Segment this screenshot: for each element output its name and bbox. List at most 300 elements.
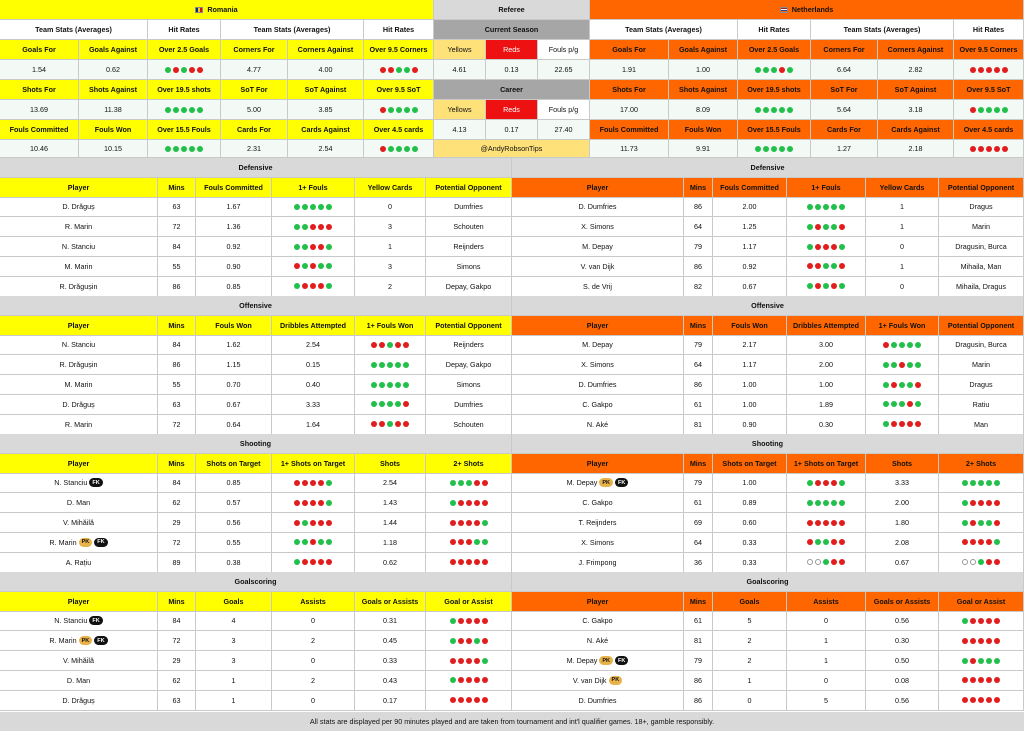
romania-stat-label: Goals Against (79, 40, 148, 60)
miss-dot (474, 677, 480, 683)
miss-dot (839, 539, 845, 545)
hit-dot (823, 539, 829, 545)
netherlands-player-stat: 64 (684, 533, 713, 553)
netherlands-player-stat: 81 (684, 415, 713, 435)
romania-column-header: Shots (355, 454, 426, 474)
netherlands-player-name (512, 553, 684, 573)
romania-player-name (0, 651, 158, 671)
hit-dot (395, 362, 401, 368)
hit-dot (165, 107, 171, 113)
hit-rate-dots (294, 204, 332, 210)
hit-rate-dots (294, 283, 332, 289)
hit-dot (165, 67, 171, 73)
miss-dot (310, 539, 316, 545)
netherlands-hit-rate (866, 336, 939, 356)
romania-stat-label: Over 15.5 Fouls (148, 120, 221, 140)
miss-dot (458, 677, 464, 683)
romania-stat-value: 5.00 (221, 100, 288, 120)
hit-dot (891, 362, 897, 368)
hit-dot (883, 421, 889, 427)
no-data-dot (962, 559, 968, 565)
netherlands-column-header: 1+ Fouls (787, 178, 866, 198)
hit-rate-dots (970, 67, 1008, 73)
romania-hit-rate (426, 493, 512, 513)
player-name-text: N. Stanciu (54, 478, 88, 488)
netherlands-player-stat: 0.50 (866, 651, 939, 671)
miss-dot (978, 638, 984, 644)
miss-dot (310, 520, 316, 526)
hit-rate-dots (962, 480, 1000, 486)
netherlands-player-stat: 0.33 (713, 533, 787, 553)
hit-rate-dots (450, 658, 488, 664)
hit-dot (189, 107, 195, 113)
miss-dot (395, 421, 401, 427)
romania-column-header: Mins (158, 178, 196, 198)
netherlands-hit-rate (939, 671, 1024, 691)
miss-dot (994, 618, 1000, 624)
hit-dot (823, 204, 829, 210)
miss-dot (482, 500, 488, 506)
section-title-romania: Offensive (0, 296, 512, 316)
miss-dot (978, 146, 984, 152)
hit-rate-dots (755, 67, 793, 73)
romania-player-stat: 1.43 (355, 493, 426, 513)
romania-player-stat: 2 (272, 631, 355, 651)
hit-dot (387, 342, 393, 348)
romania-player-name (0, 553, 158, 573)
player-name-text: D. Dumfries (578, 202, 617, 212)
romania-player-stat: Simons (426, 257, 512, 277)
romania-column-header: 2+ Shots (426, 454, 512, 474)
miss-dot (970, 539, 976, 545)
romania-player-name (0, 612, 158, 632)
miss-dot (294, 480, 300, 486)
romania-hit-rate (148, 100, 221, 120)
footer-disclaimer: All stats are displayed per 90 minutes played and are taken from tournament and int'l qualifier games. 18+, gamble responsibly. (0, 712, 1024, 731)
section-title-netherlands: Goalscoring (512, 572, 1024, 592)
miss-dot (831, 283, 837, 289)
romania-player-stat: 3 (196, 631, 272, 651)
table-row (0, 217, 1024, 237)
hit-dot (823, 263, 829, 269)
netherlands-team-name: Netherlands (791, 5, 834, 14)
netherlands-column-header: Mins (684, 178, 713, 198)
miss-dot (831, 244, 837, 250)
free-kick-taker-badge: FK (615, 478, 628, 487)
romania-player-stat: 1 (196, 691, 272, 711)
romania-player-stat: 84 (158, 237, 196, 257)
netherlands-player-name (512, 336, 684, 356)
romania-stat-label: Fouls Committed (0, 120, 79, 140)
hit-dot (379, 401, 385, 407)
romania-hit-rate (426, 553, 512, 573)
hit-rate-dots (294, 480, 332, 486)
player-name-text: D. Dumfries (578, 695, 617, 705)
netherlands-player-stat: 64 (684, 355, 713, 375)
miss-dot (823, 244, 829, 250)
romania-hit-rate (426, 513, 512, 533)
romania-column-header: Goals (196, 592, 272, 612)
miss-dot (466, 658, 472, 664)
netherlands-player-name (512, 533, 684, 553)
netherlands-player-name (512, 375, 684, 395)
netherlands-player-name (512, 257, 684, 277)
netherlands-stat-value: 1.27 (811, 140, 878, 158)
netherlands-stat-value: 1.00 (669, 60, 738, 80)
netherlands-player-name (512, 217, 684, 237)
hit-dot (326, 480, 332, 486)
romania-player-stat: 63 (158, 395, 196, 415)
romania-hit-rate (426, 691, 512, 711)
romania-stat-label: Cards For (221, 120, 288, 140)
romania-stat-value: 2.54 (288, 140, 364, 158)
netherlands-player-stat: 61 (684, 493, 713, 513)
hit-rate-dots (371, 401, 409, 407)
netherlands-hit-rate (787, 257, 866, 277)
player-name-text: N. Stanciu (61, 242, 96, 252)
miss-dot (450, 697, 456, 703)
romania-player-stat: 2.54 (272, 336, 355, 356)
netherlands-player-stat: Dragus (939, 198, 1024, 218)
romania-player-stat: 0.92 (196, 237, 272, 257)
table-row (0, 257, 1024, 277)
miss-dot (815, 263, 821, 269)
miss-dot (474, 697, 480, 703)
miss-dot (915, 382, 921, 388)
hit-dot (404, 146, 410, 152)
penalty-taker-badge: PK (79, 538, 93, 547)
romania-player-stat: Dumfries (426, 198, 512, 218)
hit-dot (173, 146, 179, 152)
miss-dot (994, 697, 1000, 703)
hit-rate-dots (883, 401, 921, 407)
netherlands-stat-label: Fouls Committed (590, 120, 669, 140)
romania-player-stat: 72 (158, 217, 196, 237)
hit-dot (326, 500, 332, 506)
hit-dot (831, 500, 837, 506)
romania-player-stat: 55 (158, 257, 196, 277)
romania-player-stat: 0.64 (196, 415, 272, 435)
player-name-text: R. Marin (64, 222, 93, 232)
table-row (0, 592, 1024, 612)
hit-rate-dots (962, 697, 1000, 703)
player-name-text: N. Aké (586, 419, 609, 429)
romania-stat-label: Over 9.5 Corners (364, 40, 434, 60)
hit-dot (831, 224, 837, 230)
referee-header-2: Fouls p/g (538, 100, 590, 120)
hit-dot (395, 401, 401, 407)
table-row (0, 237, 1024, 257)
netherlands-team-header (590, 0, 1024, 20)
miss-dot (970, 107, 976, 113)
romania-player-stat: 1.36 (196, 217, 272, 237)
romania-player-stat: 0.40 (272, 375, 355, 395)
romania-player-stat: 0.55 (196, 533, 272, 553)
hit-dot (915, 401, 921, 407)
netherlands-player-stat: 79 (684, 651, 713, 671)
miss-dot (466, 697, 472, 703)
hit-dot (899, 342, 905, 348)
netherlands-player-stat: 1 (713, 671, 787, 691)
hit-rate-dots (962, 520, 1000, 526)
netherlands-player-stat: 69 (684, 513, 713, 533)
romania-player-stat: 3 (355, 257, 426, 277)
miss-dot (466, 638, 472, 644)
romania-player-stat: 86 (158, 355, 196, 375)
netherlands-stat-label: Over 4.5 cards (954, 120, 1024, 140)
miss-dot (815, 244, 821, 250)
hit-dot (839, 204, 845, 210)
hit-dot (978, 107, 984, 113)
hit-rate-dots (883, 342, 921, 348)
romania-player-stat: 63 (158, 691, 196, 711)
miss-dot (899, 421, 905, 427)
table-row (0, 316, 1024, 336)
hit-dot (302, 263, 308, 269)
romania-hit-rate (272, 257, 355, 277)
netherlands-player-stat: 1.00 (713, 395, 787, 415)
netherlands-player-stat: 1 (787, 631, 866, 651)
hit-dot (310, 204, 316, 210)
netherlands-stat-label: Corners Against (878, 40, 954, 60)
hit-dot (994, 658, 1000, 664)
netherlands-player-stat: 79 (684, 474, 713, 494)
hit-dot (807, 500, 813, 506)
player-name-text: M. Depay (566, 478, 598, 488)
hit-dot (839, 244, 845, 250)
netherlands-player-stat: 1 (866, 198, 939, 218)
romania-hit-rate (272, 237, 355, 257)
romania-column-header: Potential Opponent (426, 178, 512, 198)
romania-player-stat: 1.15 (196, 355, 272, 375)
netherlands-player-stat: 5 (713, 612, 787, 632)
miss-dot (482, 638, 488, 644)
netherlands-player-name (512, 513, 684, 533)
romania-player-stat: 62 (158, 493, 196, 513)
hit-dot (823, 500, 829, 506)
hit-dot (302, 539, 308, 545)
miss-dot (986, 559, 992, 565)
miss-dot (899, 362, 905, 368)
player-name-text: D. Drăguș (62, 399, 95, 409)
miss-dot (474, 480, 480, 486)
netherlands-column-header: Shots on Target (713, 454, 787, 474)
romania-hit-rate (272, 277, 355, 297)
miss-dot (466, 677, 472, 683)
romania-stat-value: 1.54 (0, 60, 79, 80)
hit-rate-dots (962, 539, 1000, 545)
netherlands-player-stat: 2.00 (866, 493, 939, 513)
hit-dot (302, 520, 308, 526)
hit-rate-dots (807, 480, 845, 486)
netherlands-hit-rate (866, 355, 939, 375)
miss-dot (962, 677, 968, 683)
netherlands-hit-rate (866, 375, 939, 395)
miss-dot (310, 244, 316, 250)
hit-dot (396, 107, 402, 113)
romania-player-name (0, 375, 158, 395)
netherlands-hit-rate (787, 533, 866, 553)
romania-player-stat: 89 (158, 553, 196, 573)
netherlands-player-stat: 1.25 (713, 217, 787, 237)
referee-current-value: 22.65 (538, 60, 590, 80)
miss-dot (823, 480, 829, 486)
miss-dot (915, 421, 921, 427)
miss-dot (482, 618, 488, 624)
hit-dot (450, 677, 456, 683)
hit-dot (371, 401, 377, 407)
miss-dot (970, 677, 976, 683)
hit-dot (763, 146, 769, 152)
hit-rate-dots (883, 382, 921, 388)
hit-dot (181, 67, 187, 73)
hit-dot (173, 107, 179, 113)
romania-hit-rate (148, 60, 221, 80)
netherlands-stat-label: Fouls Won (669, 120, 738, 140)
netherlands-stat-label: Cards For (811, 120, 878, 140)
referee-career-label: Career (434, 80, 590, 100)
romania-player-stat: 3.33 (272, 395, 355, 415)
hit-rate-dots (371, 362, 409, 368)
romania-hit-rate (272, 198, 355, 218)
player-name-text: R. Marin (64, 419, 93, 429)
miss-dot (994, 638, 1000, 644)
referee-career-value: 4.13 (434, 120, 486, 140)
romania-hit-rate (272, 217, 355, 237)
miss-dot (189, 67, 195, 73)
no-data-dot (807, 559, 813, 565)
miss-dot (994, 146, 1000, 152)
netherlands-column-header: Assists (787, 592, 866, 612)
miss-dot (962, 539, 968, 545)
player-name-text: C. Gakpo (582, 498, 613, 508)
hit-rate-dots (165, 146, 203, 152)
miss-dot (326, 559, 332, 565)
netherlands-player-stat: 0 (866, 277, 939, 297)
netherlands-player-stat: 2.00 (713, 198, 787, 218)
romania-player-stat: 55 (158, 375, 196, 395)
netherlands-hit-rate (738, 140, 811, 158)
hit-rate-dots (807, 224, 845, 230)
penalty-taker-badge: PK (609, 676, 623, 685)
netherlands-hit-rate (787, 277, 866, 297)
netherlands-hit-rate (866, 395, 939, 415)
hit-dot (387, 362, 393, 368)
author-handle: @AndyRobsonTips (434, 140, 590, 158)
miss-dot (450, 559, 456, 565)
hit-rate-dots (807, 283, 845, 289)
netherlands-hit-rate (787, 217, 866, 237)
hit-rate-dots (294, 244, 332, 250)
romania-hit-rate (426, 651, 512, 671)
miss-dot (450, 539, 456, 545)
hit-dot (779, 146, 785, 152)
netherlands-player-stat: 2.17 (713, 336, 787, 356)
netherlands-column-header: 1+ Fouls Won (866, 316, 939, 336)
netherlands-stat-label: Goals For (590, 40, 669, 60)
romania-column-header: Assists (272, 592, 355, 612)
netherlands-column-header: Goals or Assists (866, 592, 939, 612)
miss-dot (302, 500, 308, 506)
miss-dot (310, 283, 316, 289)
hit-dot (318, 204, 324, 210)
hit-dot (450, 500, 456, 506)
netherlands-column-header: Shots (866, 454, 939, 474)
netherlands-player-stat: 3.00 (787, 336, 866, 356)
netherlands-player-name (512, 671, 684, 691)
section-title-romania: Defensive (0, 158, 512, 178)
hit-dot (807, 244, 813, 250)
hit-dot (986, 107, 992, 113)
miss-dot (318, 244, 324, 250)
hit-rate-dots (807, 204, 845, 210)
hit-rate-dots (294, 263, 332, 269)
referee-current-season-label: Current Season (434, 20, 590, 40)
hit-dot (379, 362, 385, 368)
miss-dot (318, 224, 324, 230)
miss-dot (310, 500, 316, 506)
hit-dot (978, 520, 984, 526)
netherlands-hit-rates-header: Hit Rates (738, 20, 811, 40)
free-kick-taker-badge: FK (94, 538, 107, 547)
hit-dot (450, 618, 456, 624)
player-name-text: X. Simons (581, 537, 614, 547)
player-name-text: V. van Dijk (572, 675, 607, 685)
hit-rate-dots (380, 67, 418, 73)
table-row (0, 375, 1024, 395)
miss-dot (197, 67, 203, 73)
romania-hit-rate (272, 474, 355, 494)
netherlands-player-name (512, 198, 684, 218)
hit-dot (994, 539, 1000, 545)
romania-player-stat: 3 (355, 217, 426, 237)
miss-dot (978, 697, 984, 703)
romania-player-stat: 0.45 (355, 631, 426, 651)
romania-stat-label: Shots Against (79, 80, 148, 100)
netherlands-hit-rate (954, 100, 1024, 120)
romania-column-header: Player (0, 592, 158, 612)
hit-dot (962, 520, 968, 526)
romania-team-header (0, 0, 434, 20)
player-name-text: R. Drăgușin (59, 360, 98, 370)
romania-player-stat: 0.56 (196, 513, 272, 533)
miss-dot (371, 342, 377, 348)
miss-dot (978, 618, 984, 624)
table-row (0, 671, 1024, 691)
no-data-dot (815, 559, 821, 565)
miss-dot (412, 67, 418, 73)
hit-dot (823, 283, 829, 289)
miss-dot (474, 520, 480, 526)
netherlands-player-stat: 0 (787, 671, 866, 691)
miss-dot (807, 539, 813, 545)
hit-dot (755, 146, 761, 152)
miss-dot (994, 500, 1000, 506)
hit-rate-dots (380, 146, 418, 152)
miss-dot (318, 480, 324, 486)
romania-column-header: Player (0, 454, 158, 474)
netherlands-player-stat: 36 (684, 553, 713, 573)
netherlands-player-stat: 61 (684, 395, 713, 415)
romania-player-stat: 1.18 (355, 533, 426, 553)
romania-column-header: Mins (158, 592, 196, 612)
hit-dot (771, 67, 777, 73)
hit-dot (403, 382, 409, 388)
miss-dot (482, 697, 488, 703)
netherlands-player-name (512, 493, 684, 513)
netherlands-player-stat: 0.67 (866, 553, 939, 573)
romania-team-stats-header: Team Stats (Averages) (0, 20, 148, 40)
